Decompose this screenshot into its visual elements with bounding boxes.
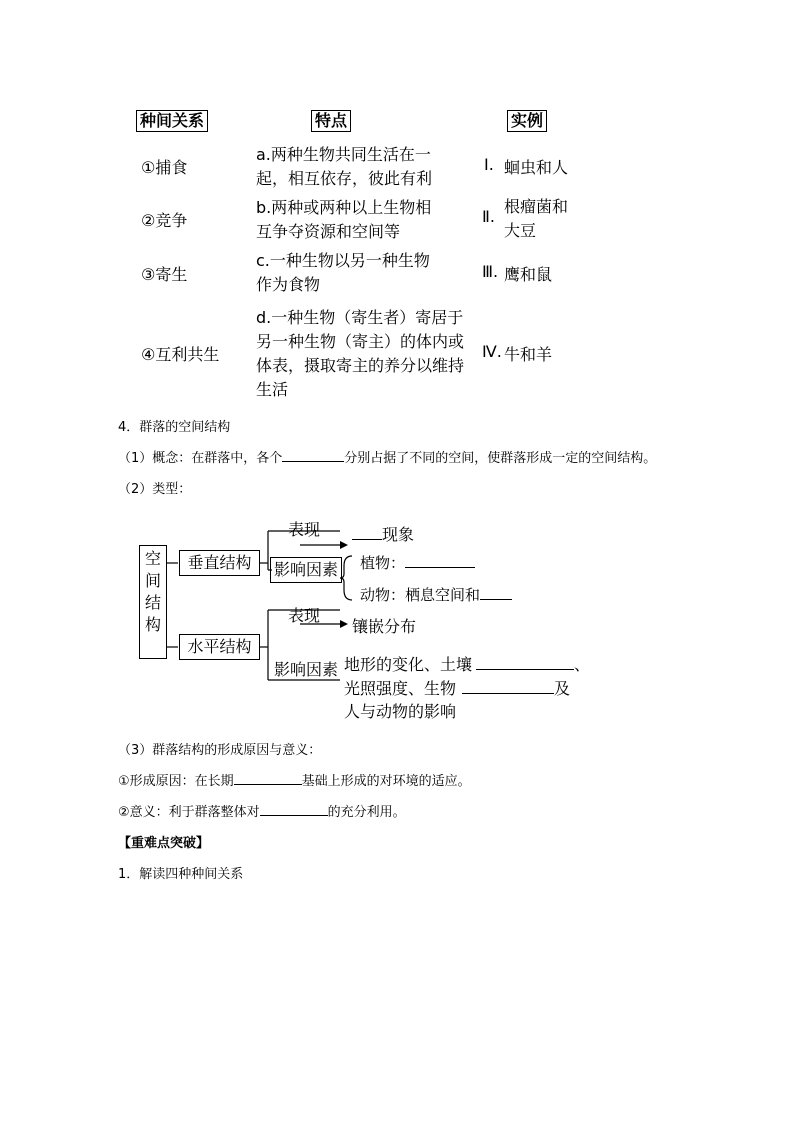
h-line1-end: 、 bbox=[574, 655, 591, 674]
vertical-factor-box: 影响因素 bbox=[270, 557, 342, 583]
root-box: 空间结构 bbox=[139, 545, 167, 659]
blank bbox=[476, 655, 574, 670]
concept-pre: （1）概念：在群落中，各个 bbox=[118, 451, 283, 466]
example-num-1: Ⅰ. bbox=[484, 155, 494, 174]
relation-1: ①捕食 bbox=[141, 158, 188, 177]
example-4: 牛和羊 bbox=[504, 345, 553, 364]
concept-post: 分别占据了不同的空间，使群落形成一定的空间结构。 bbox=[344, 451, 657, 466]
header-feature: 特点 bbox=[311, 110, 351, 132]
phenomenon-line bbox=[352, 522, 414, 545]
blank bbox=[480, 585, 512, 600]
horizontal-factor-line2 bbox=[344, 676, 570, 699]
horizontal-factor-label: 影响因素 bbox=[274, 660, 339, 679]
horizontal-factor-line1 bbox=[344, 652, 590, 675]
feature-2: b.两种或两种以上生物相互争夺资源和空间等 bbox=[256, 198, 432, 241]
h-line2-end: 及 bbox=[554, 679, 571, 698]
blank bbox=[405, 553, 475, 568]
phenomenon-label: 现象 bbox=[382, 525, 415, 544]
cause-line bbox=[118, 770, 471, 789]
feature-4: d.一种生物（寄生者）寄居于另一种生物（寄主）的体内或体表，摄取寄主的养分以维持生活 bbox=[256, 308, 465, 399]
header-relation: 种间关系 bbox=[136, 110, 208, 132]
example-num-3: Ⅲ. bbox=[482, 262, 499, 281]
section4-title: 4．群落的空间结构 bbox=[118, 420, 231, 435]
meaning-line bbox=[118, 801, 406, 820]
relation-3: ③寄生 bbox=[141, 265, 188, 284]
cause-post: 基础上形成的对环境的适应。 bbox=[301, 774, 471, 789]
horizontal-show-label: 表现 bbox=[288, 606, 321, 625]
feature-1: a.两种生物共同生活在一起，相互依存，彼此有利 bbox=[256, 145, 433, 188]
example-3: 鹰和鼠 bbox=[504, 265, 553, 284]
mosaic-label: 镶嵌分布 bbox=[352, 617, 417, 636]
blank bbox=[352, 525, 382, 540]
breakthrough-item1: 1．解读四种种间关系 bbox=[118, 867, 244, 882]
h-line1-text: 地形的变化、土壤 bbox=[344, 655, 473, 674]
blank bbox=[462, 679, 554, 694]
feature-3: c.一种生物以另一种生物作为食物 bbox=[256, 251, 430, 294]
cause-pre: ①形成原因：在长期 bbox=[118, 774, 234, 789]
plant-line bbox=[360, 552, 475, 573]
section3-title: （3）群落结构的形成原因与意义： bbox=[118, 743, 322, 758]
blank bbox=[260, 801, 328, 816]
vertical-show-label: 表现 bbox=[288, 520, 321, 539]
breakthrough-title: 【重难点突破】 bbox=[118, 836, 210, 851]
vertical-structure-box: 垂直结构 bbox=[179, 550, 260, 576]
blank bbox=[234, 770, 302, 785]
animal-label: 动物：栖息空间和 bbox=[360, 586, 481, 604]
animal-line bbox=[360, 584, 512, 605]
example-num-2: Ⅱ. bbox=[482, 207, 495, 226]
meaning-pre: ②意义：利于群落整体对 bbox=[118, 805, 260, 820]
example-1: 蛔虫和人 bbox=[504, 158, 569, 177]
relation-4: ④互利共生 bbox=[141, 345, 220, 364]
types-label: （2）类型： bbox=[118, 482, 192, 497]
example-num-4: Ⅳ. bbox=[482, 342, 502, 361]
example-2: 根瘤菌和大豆 bbox=[504, 197, 569, 240]
header-example: 实例 bbox=[507, 110, 547, 132]
h-line2-text: 光照强度、生物 bbox=[344, 679, 457, 698]
horizontal-factor-line3: 人与动物的影响 bbox=[344, 702, 457, 721]
meaning-post: 的充分利用。 bbox=[327, 805, 406, 820]
relation-2: ②竞争 bbox=[141, 211, 188, 230]
plant-label: 植物： bbox=[360, 554, 406, 572]
horizontal-structure-box: 水平结构 bbox=[179, 634, 260, 660]
